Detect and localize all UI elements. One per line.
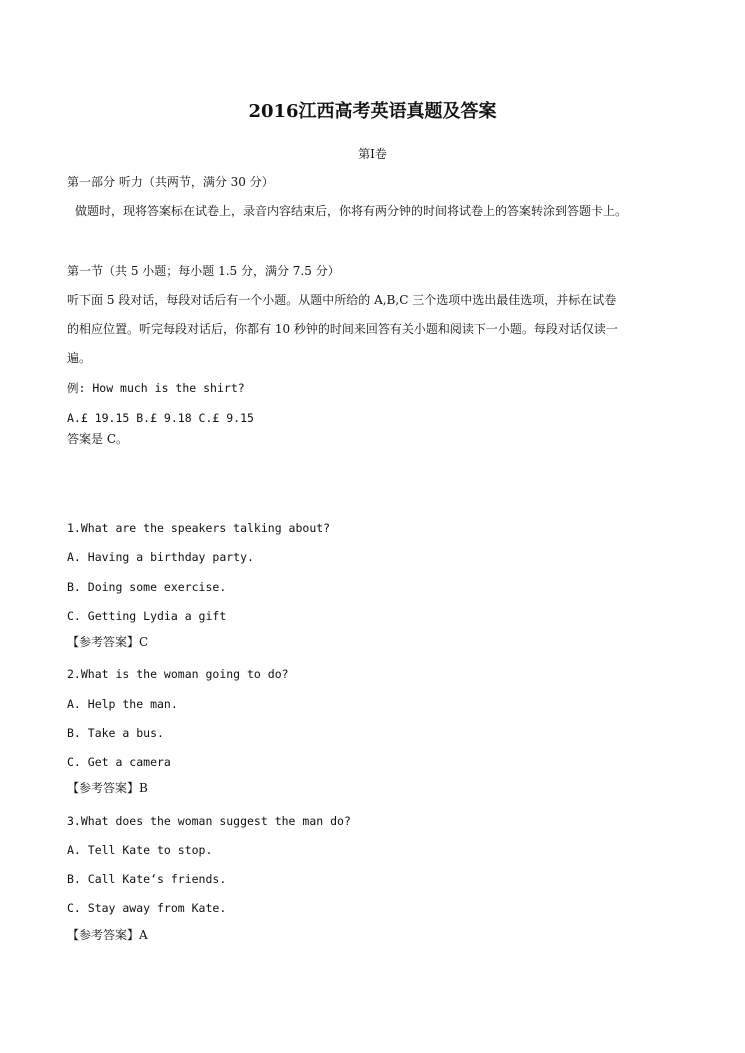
question-3-option-a: A. Tell Kate to stop. [67, 843, 213, 857]
section-text-line-1: 听下面 5 段对话，每段对话后有一个小题。从题中所给的 A,B,C 三个选项中选出最佳选项，并标在试卷 [67, 293, 617, 307]
question-2-option-b: B. Take a bus. [67, 726, 164, 740]
section-text-line-3: 遍。 [67, 351, 92, 365]
question-3-answer: 【参考答案】A [67, 928, 148, 942]
page-subtitle: 第Ⅰ卷 [358, 147, 387, 161]
question-1-option-c: C. Getting Lydia a gift [67, 609, 227, 623]
question-2-option-a: A. Help the man. [67, 697, 178, 711]
instruction-text: 做题时，现将答案标在试卷上，录音内容结束后，你将有两分钟的时间将试卷上的答案转涂到答题卡上。 [75, 204, 628, 218]
question-1-answer: 【参考答案】C [67, 635, 149, 649]
question-1-option-a: A. Having a birthday party. [67, 550, 254, 564]
question-2-stem: 2.What is the woman going to do? [67, 667, 289, 681]
question-2-option-c: C. Get a camera [67, 755, 171, 769]
example-answer: 答案是 C。 [67, 432, 128, 446]
example-question: 例: How much is the shirt? [67, 381, 245, 395]
page-title: 2016江西高考英语真题及答案 [248, 101, 497, 122]
question-2-answer: 【参考答案】B [67, 781, 148, 795]
example-options: A.£ 19.15 B.£ 9.18 C.£ 9.15 [67, 411, 254, 425]
question-1-stem: 1.What are the speakers talking about? [67, 521, 331, 535]
question-3-option-c: C. Stay away from Kate. [67, 901, 227, 915]
question-3-stem: 3.What does the woman suggest the man do? [67, 814, 351, 828]
question-3-option-b: B. Call Kate‘s friends. [67, 872, 227, 886]
section-heading: 第一节（共 5 小题；每小题 1.5 分，满分 7.5 分） [67, 264, 340, 278]
question-1-option-b: B. Doing some exercise. [67, 580, 227, 594]
part-heading: 第一部分 听力（共两节，满分 30 分） [67, 175, 274, 189]
section-text-line-2: 的相应位置。听完每段对话后，你都有 10 秒钟的时间来回答有关小题和阅读下一小题。每段对话仅读一 [67, 322, 618, 336]
